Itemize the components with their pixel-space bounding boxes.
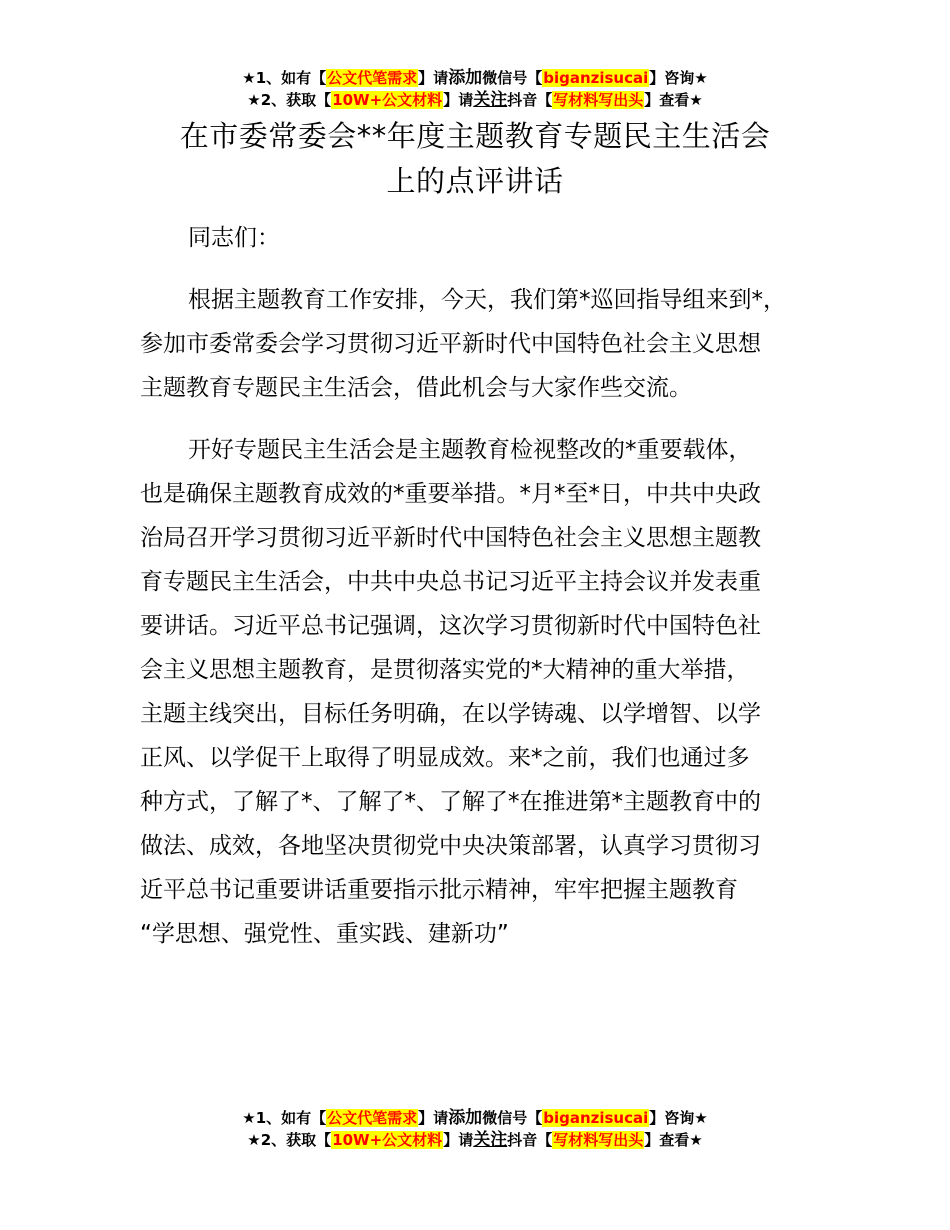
promo-text: 】咨询★: [649, 1109, 708, 1127]
promo-header: [0, 67, 950, 111]
promo-line-2: [0, 89, 950, 111]
paragraph-line: 也是确保主题教育成效的*重要举措。*月*至*日，中共中央政: [140, 481, 761, 507]
paragraph-line: 要讲话。习近平总书记强调，这次学习贯彻新时代中国特色社: [140, 613, 761, 639]
promo-text: 】请: [443, 91, 474, 109]
promo-wechat-id: biganzisucai: [543, 69, 649, 87]
promo-text: ★2、获取【: [247, 1131, 332, 1149]
promo-line-1: [0, 67, 950, 89]
paragraph-line: 主题教育专题民主生活会，借此机会与大家作些交流。: [140, 375, 692, 401]
promo-text: 】请: [418, 1109, 449, 1127]
promo-text: 】请: [443, 1131, 474, 1149]
paragraph-line: “学思想、强党性、重实践、建新功”: [140, 921, 509, 947]
promo-text: 】咨询★: [649, 69, 708, 87]
paragraph-line: 会主义思想主题教育，是贯彻落实党的*大精神的重大举措，: [140, 657, 750, 683]
promo-text: 抖音【: [507, 1131, 553, 1149]
promo-text: 】查看★: [644, 91, 703, 109]
promo-douyin-id: 写材料写出头: [553, 91, 644, 109]
title-line-1: 在市委常委会**年度主题教育专题民主生活会: [179, 119, 771, 153]
document-body: [140, 216, 830, 974]
paragraph-line: 主题主线突出，目标任务明确，在以学铸魂、以学增智、以学: [140, 701, 761, 727]
paragraph-1: [140, 278, 830, 410]
paragraph-line: 做法、成效，各地坚决贯彻党中央决策部署，认真学习贯彻习: [140, 833, 761, 859]
promo-text: 】请: [418, 69, 449, 87]
promo-text: ★1、如有【: [242, 69, 327, 87]
promo-emphasis: 添加: [448, 1108, 483, 1128]
salutation: 同志们：: [188, 225, 280, 251]
promo-text: 抖音【: [507, 91, 553, 109]
promo-douyin-id: 写材料写出头: [553, 1131, 644, 1149]
paragraph-line: 根据主题教育工作安排，今天，我们第*巡回指导组来到*，: [188, 287, 786, 313]
promo-emphasis: 关注: [473, 90, 508, 110]
paragraph-line: 种方式，了解了*、了解了*、了解了*在推进第*主题教育中的: [140, 789, 761, 815]
document-title: [0, 114, 950, 204]
promo-wechat-id: biganzisucai: [543, 1109, 649, 1127]
paragraph-line: 治局召开学习贯彻习近平新时代中国特色社会主义思想主题教: [140, 525, 761, 551]
paragraph-line: 育专题民主生活会，中共中央总书记习近平主持会议并发表重: [140, 569, 761, 595]
promo-text: ★1、如有【: [242, 1109, 327, 1127]
promo-emphasis: 关注: [473, 1130, 508, 1150]
paragraph-line: 近平总书记重要讲话重要指示批示精神，牢牢把握主题教育: [140, 877, 738, 903]
promo-line-2: [0, 1129, 950, 1151]
promo-text: 】查看★: [644, 1131, 703, 1149]
promo-line-1: [0, 1107, 950, 1129]
paragraph-line: 开好专题民主生活会是主题教育检视整改的*重要载体，: [188, 437, 752, 463]
paragraph-line: 正风、以学促干上取得了明显成效。来*之前，我们也通过多: [140, 745, 750, 771]
title-line-2: 上的点评讲话: [386, 164, 564, 198]
promo-highlight: 10W+公文材料: [332, 1131, 443, 1149]
paragraph-line: 参加市委常委会学习贯彻习近平新时代中国特色社会主义思想: [140, 331, 761, 357]
promo-text: 微信号【: [482, 69, 543, 87]
promo-emphasis: 添加: [448, 68, 483, 88]
promo-highlight: 10W+公文材料: [332, 91, 443, 109]
promo-highlight: 公文代笔需求: [327, 69, 418, 87]
promo-highlight: 公文代笔需求: [327, 1109, 418, 1127]
promo-text: ★2、获取【: [247, 91, 332, 109]
promo-footer: [0, 1107, 950, 1151]
promo-text: 微信号【: [482, 1109, 543, 1127]
paragraph-2: [140, 428, 830, 956]
